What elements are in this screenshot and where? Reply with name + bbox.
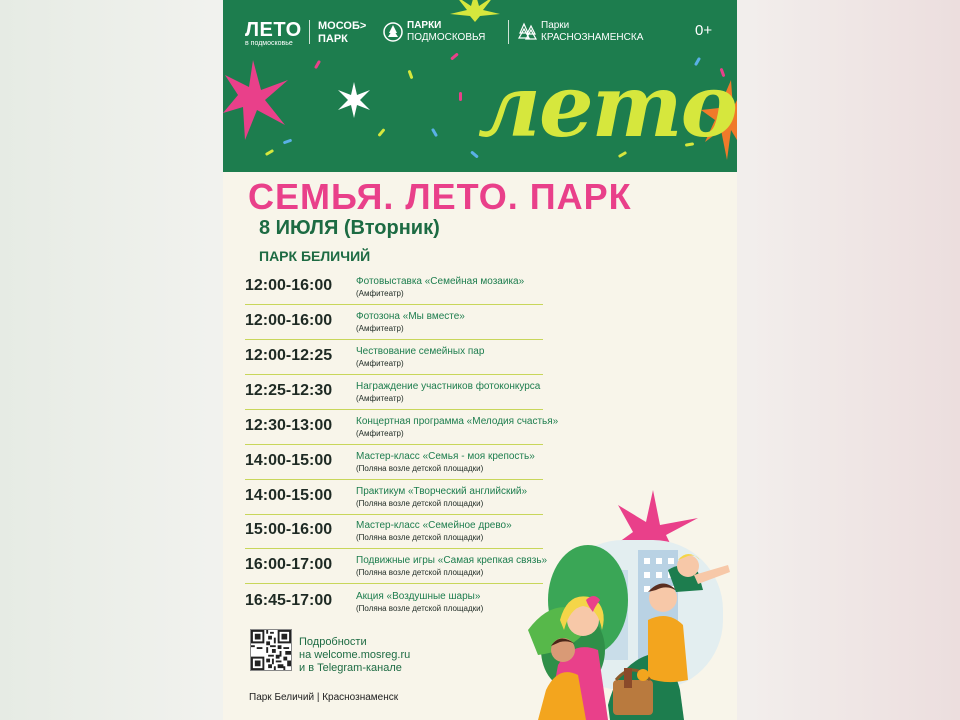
family-illustration — [498, 480, 737, 720]
qr-code-icon — [251, 630, 291, 670]
leto-script-title: лето — [478, 56, 737, 157]
poster — [223, 0, 737, 720]
schedule-time: 12:00-12:25 — [245, 347, 333, 364]
schedule-location: (Поляна возле детской площадки) — [356, 568, 484, 577]
row-divider — [245, 444, 543, 445]
schedule-row — [245, 275, 545, 310]
logo-divider — [309, 20, 310, 44]
info-line: Подробности — [299, 636, 367, 648]
info-line: на welcome.mosreg.ru — [299, 649, 411, 661]
row-divider — [245, 339, 543, 340]
tree-icon — [383, 21, 403, 43]
schedule-location: (Амфитеатр) — [356, 394, 404, 403]
schedule-event: Фотовыставка «Семейная мозаика» — [356, 276, 525, 287]
confetti — [450, 52, 459, 60]
logo-parki-line1: ПАРКИ — [407, 20, 442, 31]
confetti — [408, 70, 414, 79]
schedule-row — [245, 345, 545, 380]
confetti — [431, 128, 438, 137]
schedule-time: 12:00-16:00 — [245, 277, 333, 294]
schedule-time: 15:00-16:00 — [245, 521, 333, 538]
logo-mosobpark — [318, 20, 366, 46]
park-name: ПАРК БЕЛИЧИЙ — [259, 248, 371, 264]
logo-leto-text: ЛЕТО — [245, 19, 302, 41]
logo-divider — [508, 20, 509, 44]
schedule-event: Награждение участников фотоконкурса — [356, 381, 541, 392]
schedule-location: (Амфитеатр) — [356, 359, 404, 368]
schedule-location: (Поляна возле детской площадки) — [356, 464, 484, 473]
header-banner — [223, 0, 737, 172]
schedule-event: Акция «Воздушные шары» — [356, 591, 481, 602]
logo-kras-line1: Парки — [541, 20, 570, 31]
schedule-row — [245, 310, 545, 345]
schedule-time: 14:00-15:00 — [245, 487, 333, 504]
logo-leto-sub: в подмосковье — [245, 40, 293, 47]
schedule-time: 16:00-17:00 — [245, 556, 333, 573]
event-title: СЕМЬЯ. ЛЕТО. ПАРК — [248, 176, 632, 217]
qr-code[interactable] — [250, 629, 292, 671]
white-star-icon — [336, 82, 372, 118]
schedule-time: 14:00-15:00 — [245, 452, 333, 469]
schedule-event: Концертная программа «Мелодия счастья» — [356, 416, 559, 427]
schedule-row — [245, 415, 559, 450]
pink-burst-icon — [223, 55, 293, 145]
schedule-location: (Амфитеатр) — [356, 289, 404, 298]
footer-location: Парк Беличий | Краснознаменск — [249, 692, 399, 703]
schedule-event: Чествование семейных пар — [356, 346, 485, 357]
row-divider — [245, 374, 543, 375]
logo-parki-podmoskovya — [383, 20, 485, 44]
confetti — [265, 149, 274, 156]
pine-tree-icon — [517, 21, 537, 43]
logo-leto — [245, 20, 302, 48]
schedule-location: (Амфитеатр) — [356, 324, 404, 333]
confetti — [377, 128, 385, 137]
schedule-event: Мастер-класс «Семья - моя крепость» — [356, 451, 535, 462]
schedule-event: Фотозона «Мы вместе» — [356, 311, 465, 322]
logo-parki-line2: ПОДМОСКОВЬЯ — [407, 32, 486, 43]
logo-mosob-line2: ПАРК — [318, 33, 348, 45]
schedule-row — [245, 380, 545, 415]
event-date: 8 ИЮЛЯ (Вторник) — [259, 217, 440, 239]
confetti — [459, 92, 462, 101]
confetti — [314, 60, 321, 69]
logo-kras-line2: КРАСНОЗНАМЕНСКА — [541, 32, 644, 43]
age-rating: 0+ — [695, 22, 713, 39]
schedule-event: Мастер-класс «Семейное древо» — [356, 520, 512, 531]
schedule-time: 16:45-17:00 — [245, 592, 333, 609]
schedule-location: (Поляна возле детской площадки) — [356, 533, 484, 542]
logo-mosob-line1: МОСОБ> — [318, 20, 367, 32]
schedule-event: Подвижные игры «Самая крепкая связь» — [356, 555, 548, 566]
row-divider — [245, 304, 543, 305]
schedule-time: 12:30-13:00 — [245, 417, 333, 434]
schedule-location: (Поляна возле детской площадки) — [356, 604, 484, 613]
info-line: и в Telegram-канале — [299, 662, 402, 674]
logo-parki-krasnoznamenska — [517, 20, 643, 44]
schedule-time: 12:25-12:30 — [245, 382, 333, 399]
schedule-event: Практикум «Творческий английский» — [356, 486, 528, 497]
row-divider — [245, 409, 543, 410]
yellow-burst-icon — [450, 0, 500, 22]
schedule-location: (Поляна возле детской площадки) — [356, 499, 484, 508]
info-text — [299, 636, 410, 675]
schedule-time: 12:00-16:00 — [245, 312, 333, 329]
schedule-location: (Амфитеатр) — [356, 429, 404, 438]
